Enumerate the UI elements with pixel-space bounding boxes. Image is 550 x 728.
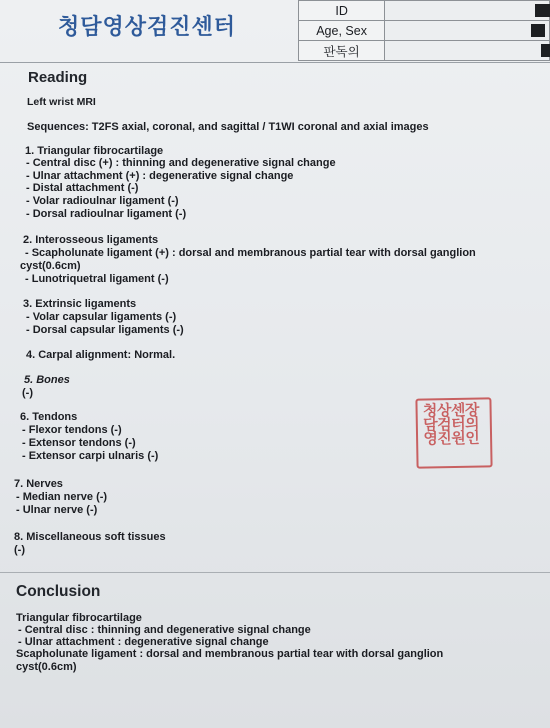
finding-line: - Volar capsular ligaments (-)	[26, 311, 177, 323]
finding-heading: 5. Bones	[24, 374, 70, 386]
id-label: ID	[299, 1, 385, 21]
report-header	[0, 0, 550, 62]
conclusion-line: Scapholunate ligament : dorsal and membranous partial tear with dorsal ganglion	[16, 648, 444, 660]
finding-heading: 1. Triangular fibrocartilage	[25, 145, 164, 157]
finding-line: - Lunotriquetral ligament (-)	[25, 273, 169, 285]
exam-name: Left wrist MRI	[27, 96, 96, 108]
conclusion-line: - Central disc : thinning and degenerative signal change	[18, 624, 311, 636]
finding-line: - Volar radioulnar ligament (-)	[26, 195, 179, 207]
conclusion-divider	[0, 572, 550, 573]
finding-line: - Distal attachment (-)	[26, 182, 139, 194]
age-sex-value-redacted	[385, 21, 550, 41]
official-seal-stamp	[415, 397, 492, 468]
seal-glyphs: 상검진	[434, 402, 454, 445]
finding-heading: 7. Nerves	[14, 478, 63, 490]
seal-glyphs: 장의인	[462, 401, 482, 444]
seal-glyphs: 청담영	[420, 402, 440, 445]
finding-line: - Dorsal radioulnar ligament (-)	[26, 208, 187, 220]
finding-heading: 2. Interosseous ligaments	[23, 234, 159, 246]
finding-line: - Dorsal capsular ligaments (-)	[26, 324, 184, 336]
finding-heading: 4. Carpal alignment: Normal.	[26, 349, 176, 361]
radiologist-row	[299, 41, 550, 61]
center-name: 청담영상검진센터	[58, 15, 237, 40]
conclusion-line: cyst(0.6cm)	[16, 661, 77, 673]
radiologist-value-redacted	[385, 41, 550, 61]
finding-heading: 8. Miscellaneous soft tissues	[14, 531, 166, 543]
finding-line: (-)	[14, 544, 25, 556]
conclusion-title: Conclusion	[16, 583, 101, 600]
finding-line: - Extensor tendons (-)	[22, 437, 136, 449]
finding-line: - Central disc (+) : thinning and degenerative signal change	[26, 157, 336, 169]
redaction-box	[535, 4, 550, 17]
redaction-box	[531, 24, 545, 37]
sequences-text: Sequences: T2FS axial, coronal, and sagittal / T1WI coronal and axial images	[27, 121, 429, 133]
redaction-box	[541, 44, 550, 57]
age-sex-row	[299, 21, 550, 41]
patient-info-table	[298, 0, 550, 61]
seal-glyphs: 센터원	[448, 401, 468, 445]
conclusion-line: - Ulnar attachment : degenerative signal change	[18, 636, 269, 648]
reading-title: Reading	[28, 69, 88, 86]
header-divider	[0, 62, 550, 63]
finding-heading: 6. Tendons	[20, 411, 78, 423]
finding-line: (-)	[22, 387, 33, 399]
radiologist-label: 판독의	[299, 41, 385, 61]
finding-line: - Scapholunate ligament (+) : dorsal and membranous partial tear with dorsal ganglion	[25, 247, 476, 259]
finding-line: - Extensor carpi ulnaris (-)	[22, 450, 159, 462]
finding-line: - Median nerve (-)	[16, 491, 108, 503]
conclusion-line: Triangular fibrocartilage	[16, 612, 142, 624]
patient-id-row	[299, 1, 550, 21]
finding-line: - Ulnar attachment (+) : degenerative signal change	[26, 170, 294, 182]
age-sex-label: Age, Sex	[299, 21, 385, 41]
id-value-redacted	[385, 1, 550, 21]
finding-line: - Ulnar nerve (-)	[16, 504, 98, 516]
finding-line: cyst(0.6cm)	[20, 260, 81, 272]
finding-line: - Flexor tendons (-)	[22, 424, 122, 436]
finding-heading: 3. Extrinsic ligaments	[23, 298, 137, 310]
